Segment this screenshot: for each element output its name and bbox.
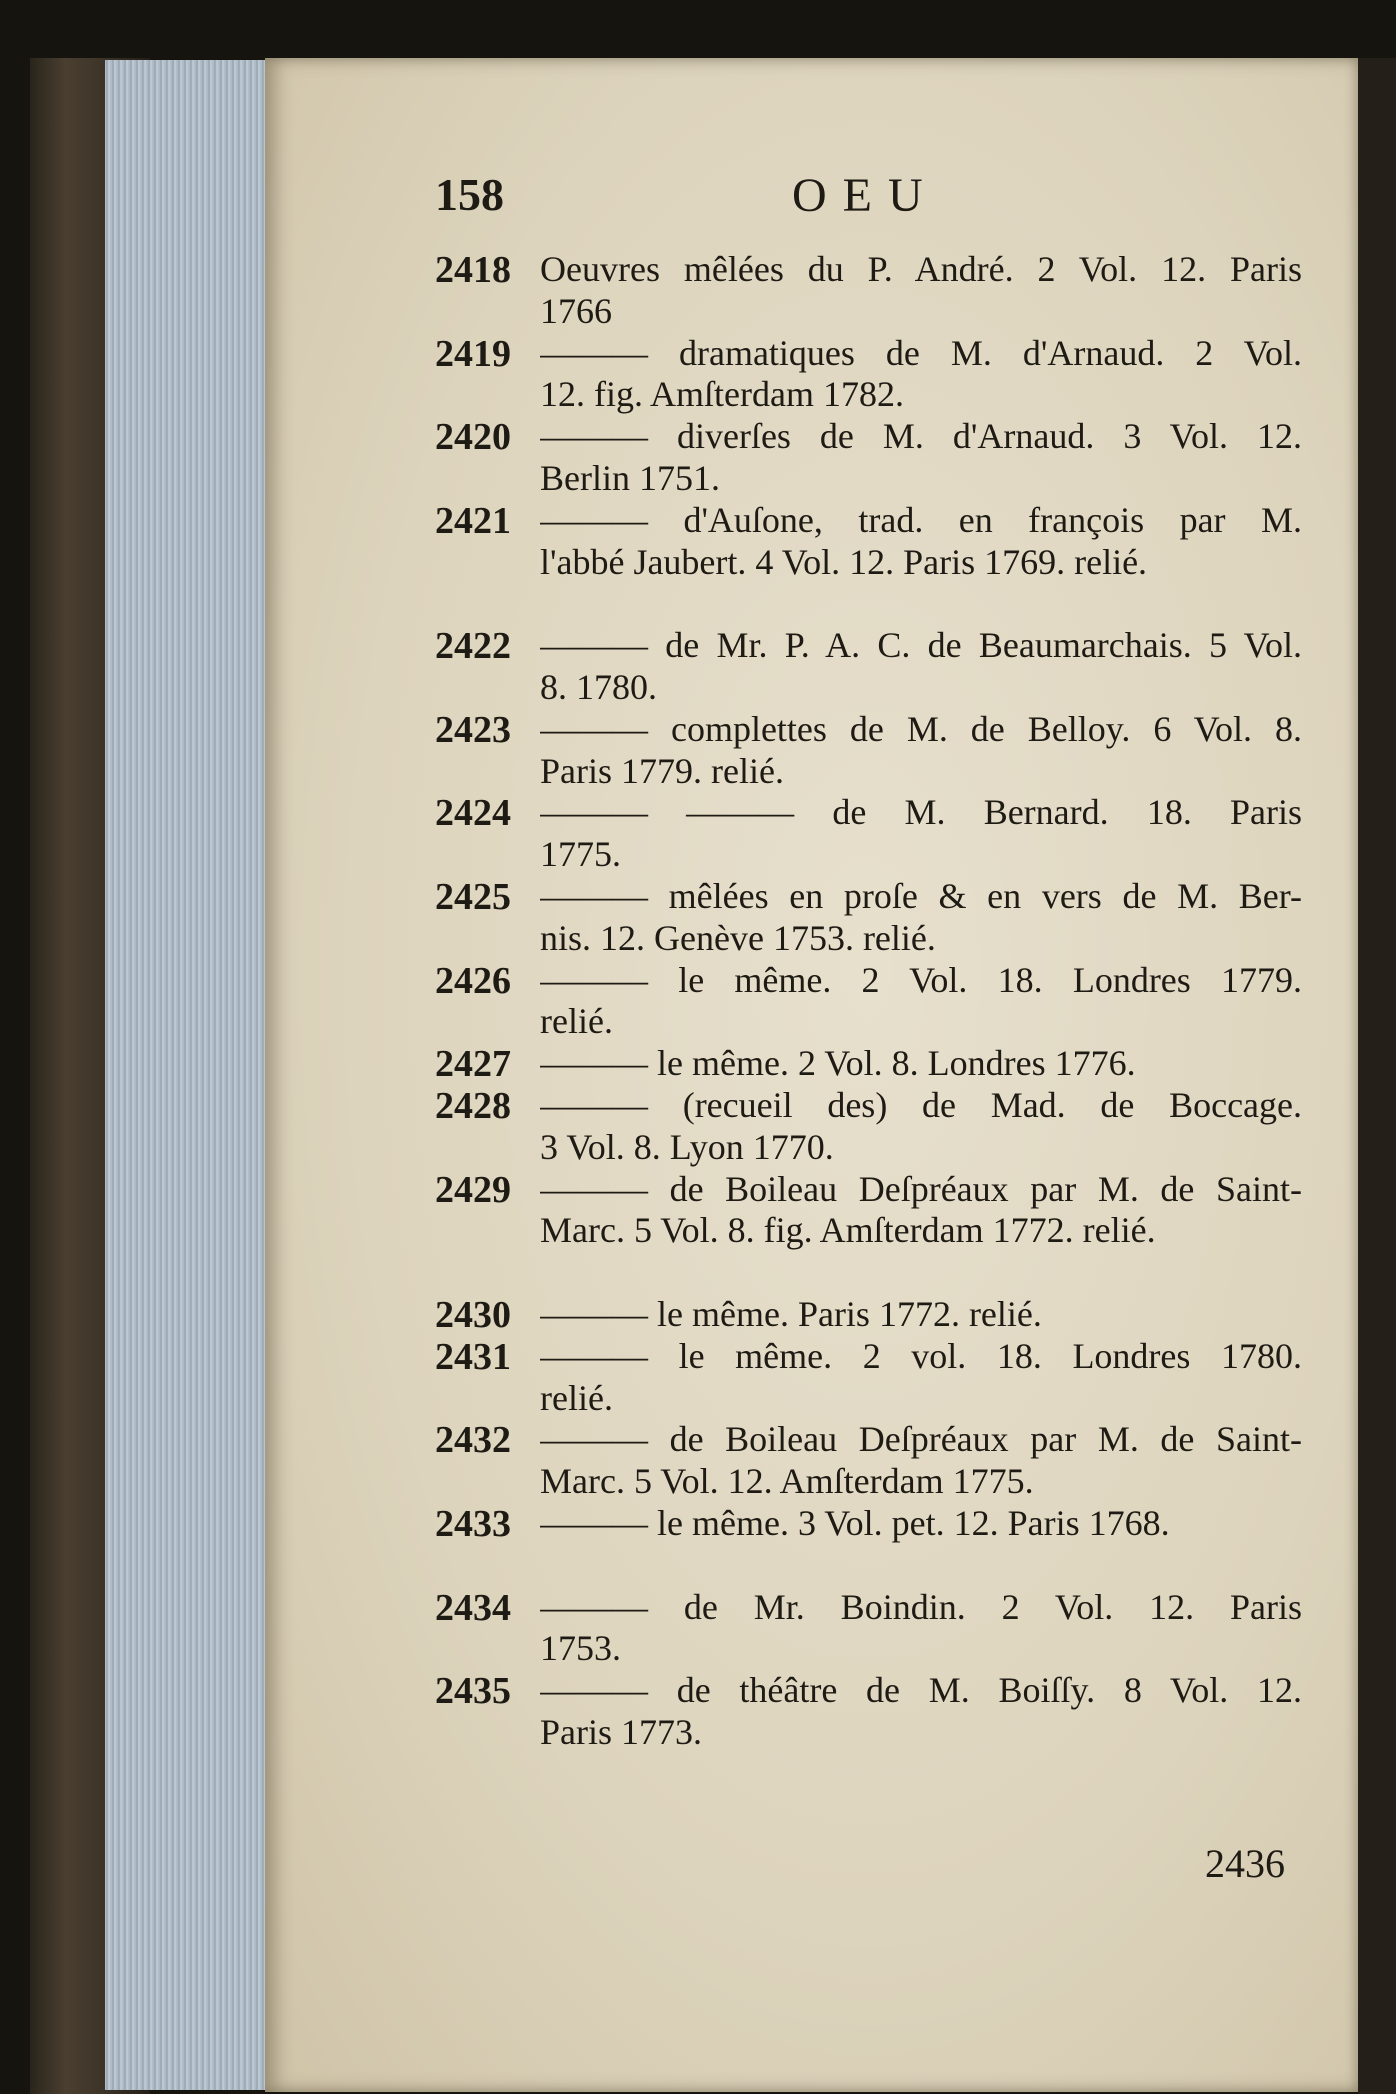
catchword: 2436: [1205, 1841, 1285, 1886]
entry-text-line: ——— ——— de M. Bernard. 18. Paris: [540, 792, 1302, 833]
entry-text-line: ——— d'Auſone, trad. en françois par M.: [540, 499, 1302, 540]
entry-text-line: ——— le même. 2 Vol. 8. Londres 1776.: [540, 1043, 1136, 1084]
entry-number: 2429: [435, 1168, 511, 1211]
entry-number: 2418: [435, 249, 511, 291]
entry-number: 2434: [435, 1586, 511, 1629]
entry-text-line: 1766: [540, 290, 612, 331]
entry-text-line: Marc. 5 Vol. 8. fig. Amſterdam 1772. relié.: [540, 1210, 1156, 1251]
entry-text-line: ——— dramatiques de M. d'Arnaud. 2 Vol.: [540, 332, 1302, 373]
entry-number: 2431: [435, 1335, 511, 1378]
entry-text-line: relié.: [540, 1377, 613, 1418]
entry-number: 2421: [435, 499, 511, 542]
entry-text-line: Berlin 1751.: [540, 458, 720, 498]
entry-text-line: ——— le même. 3 Vol. pet. 12. Paris 1768.: [540, 1503, 1170, 1543]
entry-number: 2432: [435, 1419, 511, 1462]
entry-text-line: ——— mêlées en proſe & en vers de M. Ber-: [540, 876, 1302, 916]
entry-text-line: ——— le même. 2 Vol. 18. Londres 1779.: [540, 959, 1302, 1000]
page-header: [0, 168, 1396, 228]
entry-number: 2430: [435, 1294, 511, 1336]
entry-text-line: ——— de Mr. P. A. C. de Beaumarchais. 5 Vol.: [540, 625, 1302, 666]
entry-text-line: 1753.: [540, 1628, 621, 1669]
entry-number: 2422: [435, 625, 511, 668]
entry-text-line: Paris 1773.: [540, 1712, 702, 1752]
entry-text-line: nis. 12. Genève 1753. relié.: [540, 917, 936, 958]
entry-number: 2427: [435, 1043, 511, 1086]
entry-text-line: Marc. 5 Vol. 12. Amſterdam 1775.: [540, 1461, 1034, 1502]
entry-number: 2425: [435, 876, 511, 918]
page-edges: [105, 60, 273, 2090]
entry-text-line: ——— diverſes de M. d'Arnaud. 3 Vol. 12.: [540, 416, 1302, 457]
entry-text-line: ——— le même. 2 vol. 18. Londres 1780.: [540, 1335, 1302, 1376]
facing-page-edge: [1358, 58, 1396, 2094]
entry-number: 2420: [435, 416, 511, 459]
entry-number: 2423: [435, 708, 511, 751]
running-head: OEU: [792, 169, 939, 222]
entry-text-line: ——— de Mr. Boindin. 2 Vol. 12. Paris: [540, 1586, 1302, 1627]
entry-text-line: relié.: [540, 1001, 613, 1042]
entry-number: 2435: [435, 1670, 511, 1713]
entry-text-line: ——— de Boileau Deſpréaux par M. de Saint-: [540, 1168, 1302, 1209]
entry-number: 2424: [435, 792, 511, 835]
entry-text-line: ——— le même. Paris 1772. relié.: [540, 1294, 1042, 1334]
entry-text-line: 12. fig. Amſterdam 1782.: [540, 374, 904, 415]
entry-text-line: 1775.: [540, 834, 621, 875]
entry-text-line: Paris 1779. relié.: [540, 750, 784, 791]
entry-number: 2426: [435, 959, 511, 1002]
entry-text-line: 8. 1780.: [540, 667, 657, 707]
entry-text-line: ——— (recueil des) de Mad. de Boccage.: [540, 1085, 1302, 1125]
page-number: 158: [435, 169, 504, 220]
entry-text-line: ——— complettes de M. de Belloy. 6 Vol. 8.: [540, 708, 1302, 749]
entry-text-line: ——— de théâtre de M. Boiſſy. 8 Vol. 12.: [540, 1670, 1302, 1711]
entry-text-line: ——— de Boileau Deſpréaux par M. de Saint-: [540, 1419, 1302, 1460]
entry-number: 2433: [435, 1503, 511, 1545]
entry-text-line: 3 Vol. 8. Lyon 1770.: [540, 1126, 834, 1167]
entry-text-line: Oeuvres mêlées du P. André. 2 Vol. 12. Paris: [540, 249, 1302, 289]
entry-number: 2419: [435, 332, 511, 375]
entry-number: 2428: [435, 1085, 511, 1127]
entry-text-line: l'abbé Jaubert. 4 Vol. 12. Paris 1769. relié.: [540, 541, 1148, 582]
